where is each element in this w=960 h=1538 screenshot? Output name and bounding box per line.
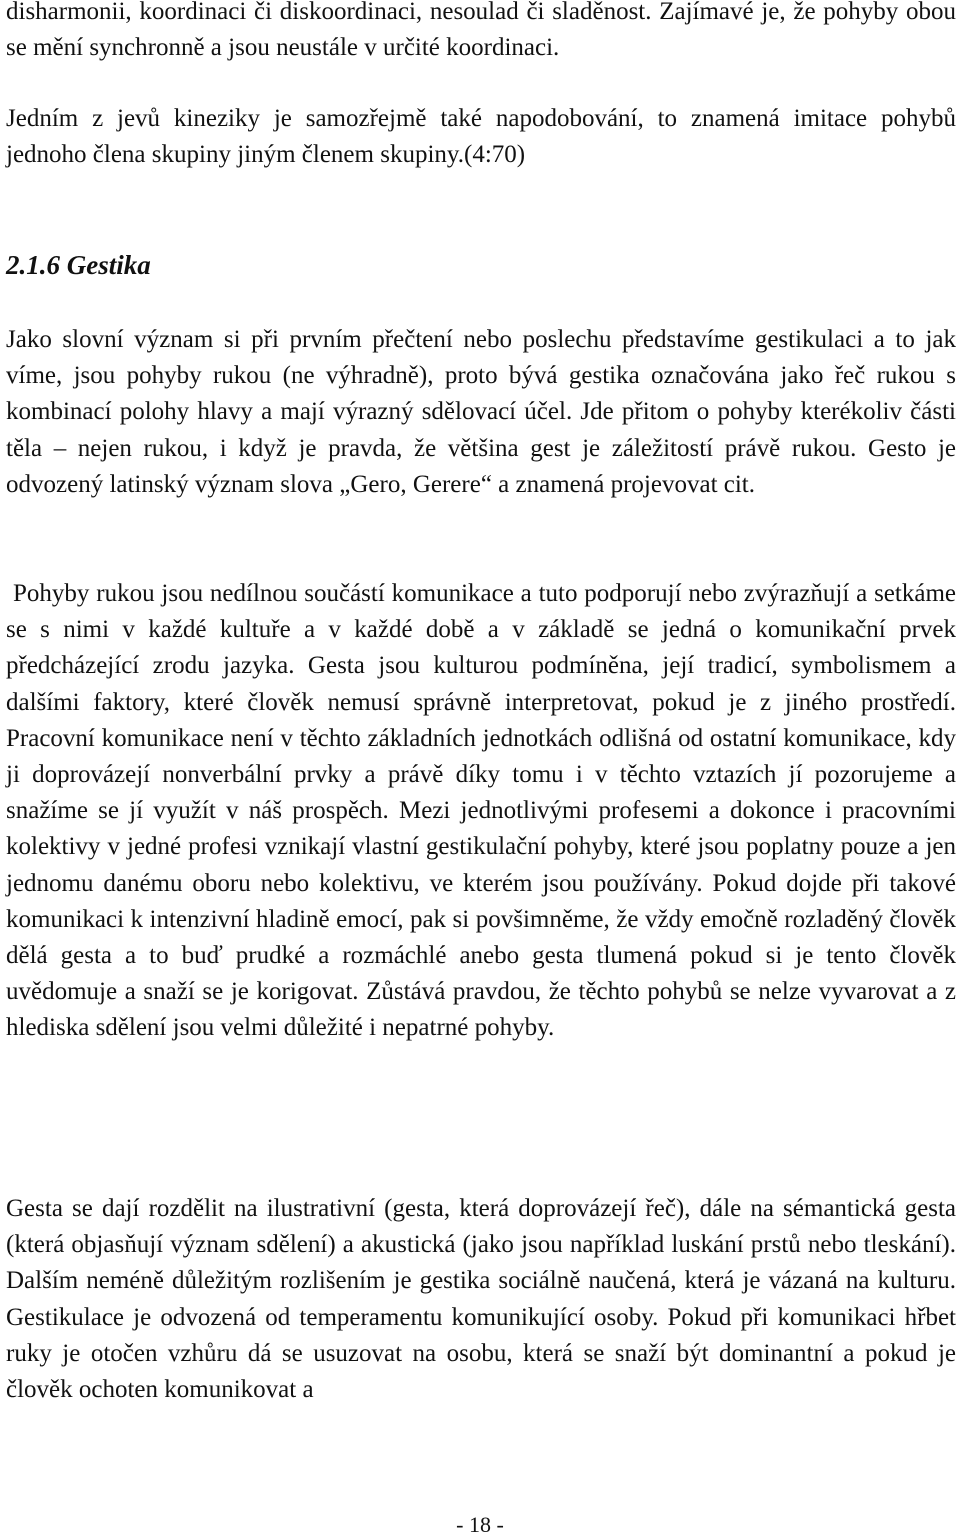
- paragraph-hand-movements: Pohyby rukou jsou nedílnou součástí komunikace a tuto podporují nebo zvýrazňují a setkáme se s nimi v každé kultuře a v každé době a v základě se jedná o komunikační prvek předcházející zrodu jazyka. Gesta jsou kulturou podmíněna, její tradicí, symbolismem a dalšími faktory, které člověk nemusí správně interpretovat, pokud je z jiného prostředí. Pracovní komunikace není v těchto základních jednotkách odlišná od ostatní komunikace, kdy ji doprovázejí nonverbální prvky a právě díky tomu i v těchto vztazích jí pozorujeme a snažíme se jí využít v náš prospěch. Mezi jednotlivými profesemi a dokonce i pracovními kolektivy v jedné profesi vznikají vlastní gestikulační pohyby, které jsou poplatny pouze a jen jednomu danému oboru nebo kolektivu, ve kterém jsou používány. Pokud dojde při takové komunikaci k intenzivní hladině emocí, pak si povšimněme, že vždy emočně rozladěný člověk dělá gesta a to buď prudké a rozmáchlé anebo gesta tlumená pokud si je tento člověk uvědomuje a snaží se je korigovat. Zůstává pravdou, že těchto pohybů se nelze vyvarovat a z hlediska sdělení jsou velmi důležité i nepatrné pohyby.: [6, 580, 956, 1042]
- section-heading: 2.1.6 Gestika: [6, 250, 151, 280]
- paragraph-kinezika: Jedním z jevů kineziky je samozřejmě také napodobování, to znamená imitace pohybů jednoho člena skupiny jiným členem skupiny.(4:70): [6, 105, 956, 169]
- paragraph-gesture-types: Gesta se dají rozdělit na ilustrativní (gesta, která doprovázejí řeč), dále na sémantická gesta (která objasňují význam sdělení) a akustická (jako jsou například luskání prstů nebo tleskání). Dalším neméně důležitým rozlišením je gestika sociálně naučená, která je vázaná na kulturu. Gestikulace je odvozená od temperamentu komunikující osoby. Pokud při komunikaci hřbet ruky je otočen vzhůru dá se usuzovat na osobu, která se snaží být dominantní a pokud je člověk ochoten komunikovat a: [6, 1195, 956, 1404]
- paragraph-gestika-meaning: Jako slovní význam si při prvním přečtení nebo poslechu představíme gestikulaci a to jak víme, jsou pohyby rukou (ne výhradně), proto bývá gestika označována jako řeč rukou s kombinací polohy hlavy a mají výrazný sdělovací účel. Jde přitom o pohyby kterékoliv části těla – nejen rukou, i když je pravda, že většina gest je záležitostí právě rukou. Gesto je odvozený latinský význam slova „Gero, Gerere“ a znamená projevovat cit.: [6, 326, 956, 498]
- page-number: - 18 -: [456, 1512, 504, 1537]
- paragraph-intro-continued: disharmonii, koordinaci či diskoordinaci, nesoulad či sladěnost. Zajímavé je, že pohyby obou se mění synchronně a jsou neustále v určité koordinaci.: [6, 0, 956, 62]
